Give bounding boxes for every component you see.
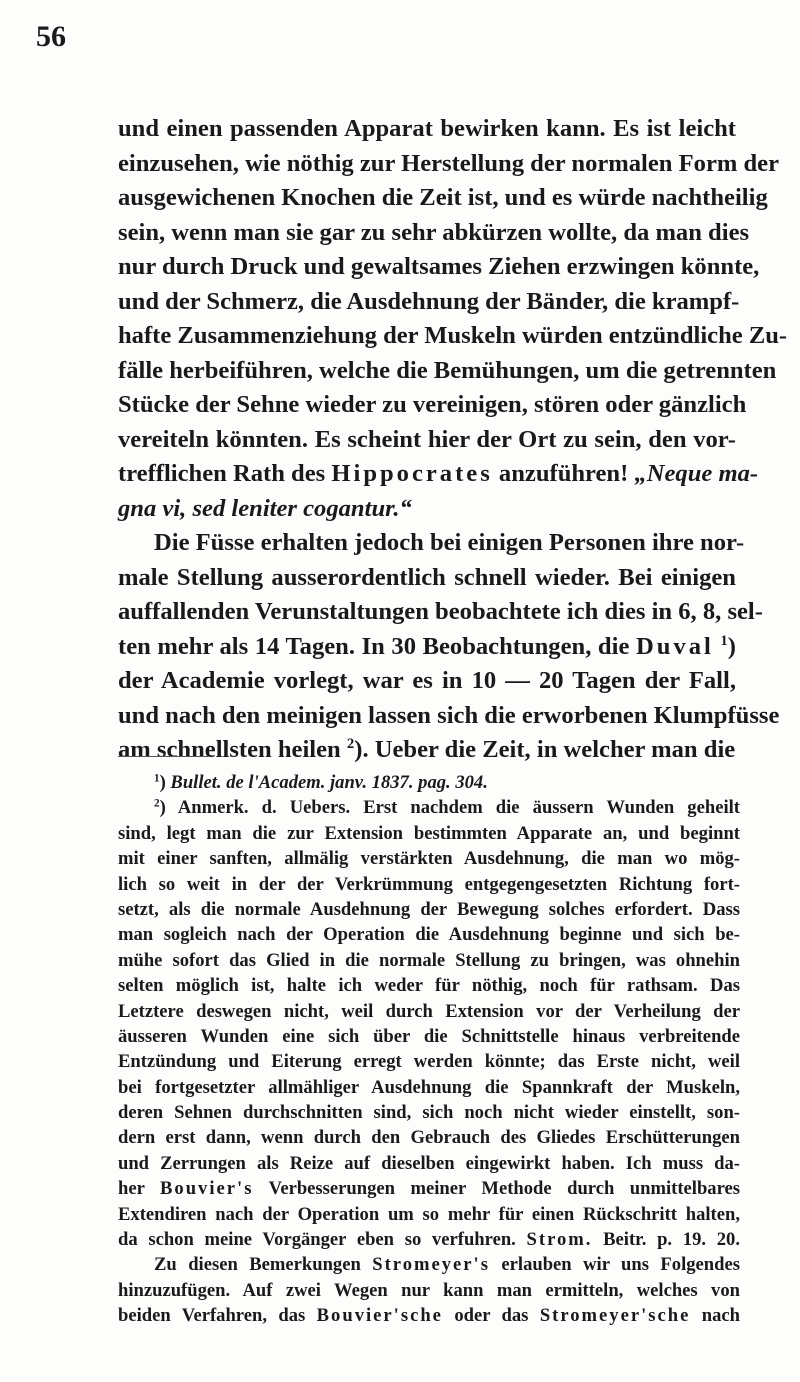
text-fragment: Zu diesen Bemerkungen: [154, 1254, 361, 1276]
text-line: und der Schmerz, die Ausdehnung der Bänder, die krampf-: [118, 287, 740, 315]
author-name-stromeyer: Stromeyer'sche: [539, 1305, 691, 1327]
footnote-line: und Zerrungen als Reize auf dieselben eingewirkt haben. Ich muss da-: [118, 1152, 740, 1174]
author-name-bouvier: Bouvier'sche: [316, 1305, 443, 1327]
text-fragment: . Ueber die Zeit, in welcher man die: [362, 736, 736, 763]
text-line: fälle herbeiführen, welche die Bemühungen, um die getrennten: [118, 356, 777, 384]
footnote-line: lich so weit in der der Verkrümmung entgegengesetzten Richtung fort-: [118, 873, 740, 895]
text-line: male Stellung ausserordentlich schnell wieder. Bei einigen: [118, 563, 736, 591]
footnote-line: selten möglich ist, halte ich weder für nöthig, noch für rathsam. Das: [118, 975, 740, 997]
footnote-ref: 2: [346, 736, 355, 753]
author-name-duval: Duval: [635, 632, 714, 660]
text-line: nur durch Druck und gewaltsames Ziehen erzwingen könnte,: [118, 253, 760, 280]
text-line: und einen passenden Apparat bewirken kann. Es ist leicht: [118, 115, 736, 142]
text-line: Stücke der Sehne wieder zu vereinigen, stören oder gänzlich: [118, 391, 747, 418]
text-line: [118, 457, 759, 492]
footnote-line: mühe sofort das Glied in die normale Stellung zu bringen, was ohnehin: [118, 949, 740, 971]
footnote-line: [118, 1176, 740, 1201]
text-fragment: trefflichen Rath des: [118, 460, 332, 487]
footnote-line: deren Sehnen durchschnitten sind, sich noch nicht wieder einstellt, son-: [118, 1102, 740, 1124]
footnote-line: Entzündung und Eiterung erregt werden könnte; das Erste nicht, weil: [118, 1051, 740, 1073]
author-name-stromeyer: Stromeyer's: [372, 1254, 490, 1276]
footnote-citation: Bullet. de l'Academ. janv. 1837. pag. 304.: [170, 772, 488, 793]
text-line: ausgewichenen Knochen die Zeit ist, und es würde nachtheilig: [118, 184, 768, 211]
main-text: [118, 112, 788, 768]
text-fragment: Verbesserungen meiner Methode durch unmittelbares: [253, 1178, 740, 1200]
author-name-hippocrates: Hippocrates: [331, 460, 493, 487]
footnote-line: dern erst dann, wenn durch den Gebrauch des Gliedes Erschütterungen: [118, 1127, 740, 1149]
footnote-divider: [118, 756, 208, 757]
text-line: und nach den meinigen lassen sich die erworbenen Klumpfüsse: [118, 701, 780, 729]
text-fragment: her: [118, 1178, 161, 1200]
text-fragment: erlauben wir uns Folgendes: [501, 1254, 740, 1276]
footnote-line: setzt, als die normale Ausdehnung der Bewegung solches erfordert. Dass: [118, 898, 740, 920]
text-line: am schnellsten heilen $^2$). Ueber die Zeit, in welcher man die: [118, 736, 736, 763]
footnote-text: Anmerk. d. Uebers. Erst nachdem die äussern Wunden geheilt: [177, 797, 740, 819]
footnote-marker: 1: [154, 772, 160, 785]
footnote-marker: 2: [154, 797, 160, 810]
latin-quote: gna vi, sed leniter cogantur.“: [118, 494, 412, 522]
text-line: [118, 492, 736, 527]
page-number: 56: [36, 20, 66, 53]
text-fragment: Beitr. p. 19. 20.: [603, 1229, 740, 1251]
footnote-line: äusseren Wunden eine sich über die Schnittstelle hinaus verbreitende: [118, 1025, 740, 1047]
footnote-line: sind, legt man die zur Extension bestimmten Apparate an, und beginnt: [118, 822, 740, 844]
footnote-line: hinzuzufügen. Auf zwei Wegen nur kann man ermitteln, welches von: [118, 1279, 740, 1301]
footnote-line: bei fortgesetzter allmähliger Ausdehnung die Spannkraft der Muskeln,: [118, 1076, 740, 1098]
text-fragment: ten mehr als 14 Tagen. In 30 Beobachtungen, die: [118, 632, 630, 660]
text-line: sein, wenn man sie gar zu sehr abkürzen wollte, da man dies: [118, 218, 750, 246]
author-name-bouvier: Bouvier's: [160, 1178, 254, 1200]
text-line: vereiteln könnten. Es scheint hier der Ort zu sein, den vor-: [118, 425, 736, 453]
text-line: der Academie vorlegt, war es in 10 — 20 Tagen der Fall,: [118, 667, 736, 694]
text-line: Die Füsse erhalten jedoch bei einigen Personen ihre nor-: [154, 529, 745, 556]
footnote-1: $^1$) Bullet. de l'Academ. janv. 1837. pag. 304.: [154, 772, 488, 793]
footnote-line: man sogleich nach der Operation die Ausdehnung beginne und sich be-: [118, 924, 740, 946]
text-fragment: da schon meine Vorgänger eben so verfuhren.: [118, 1229, 516, 1251]
text-line: hafte Zusammenziehung der Muskeln würden entzündliche Zu-: [118, 322, 788, 349]
footnote-line: mit einer sanften, allmälig verstärkten Ausdehnung, die man wo mög-: [118, 848, 740, 870]
text-fragment: nach: [701, 1305, 740, 1327]
footnotes: [118, 770, 740, 1329]
footnote-2: $^2$) Anmerk. d. Uebers. Erst nachdem die äussern Wunden geheilt: [154, 797, 740, 819]
text-fragment: anzuführen!: [492, 460, 635, 487]
text-fragment: beiden Verfahren, das: [118, 1305, 306, 1327]
footnote-line: Extendiren nach der Operation um so mehr für einen Rückschritt halten,: [118, 1203, 740, 1225]
text-line: ten mehr als 14 Tagen. In 30 Beobachtungen, die Duval $^1$): [118, 632, 736, 660]
author-name-strom: Strom.: [526, 1229, 593, 1251]
text-line: einzusehen, wie nöthig zur Herstellung der normalen Form der: [118, 149, 780, 177]
text-fragment: am schnellsten heilen: [118, 736, 341, 763]
footnote-ref: 1: [720, 632, 728, 649]
footnote-line: Letztere deswegen nicht, weil durch Extension vor der Verheilung der: [118, 1000, 740, 1022]
text-fragment: oder das: [454, 1305, 529, 1327]
footnote-line: [118, 1252, 740, 1277]
text-line: auffallenden Verunstaltungen beobachtete ich dies in 6, 8, sel-: [118, 598, 763, 625]
latin-quote: „Neque ma-: [634, 460, 759, 487]
footnote-line: [118, 1227, 740, 1252]
footnote-line: [118, 1303, 740, 1328]
